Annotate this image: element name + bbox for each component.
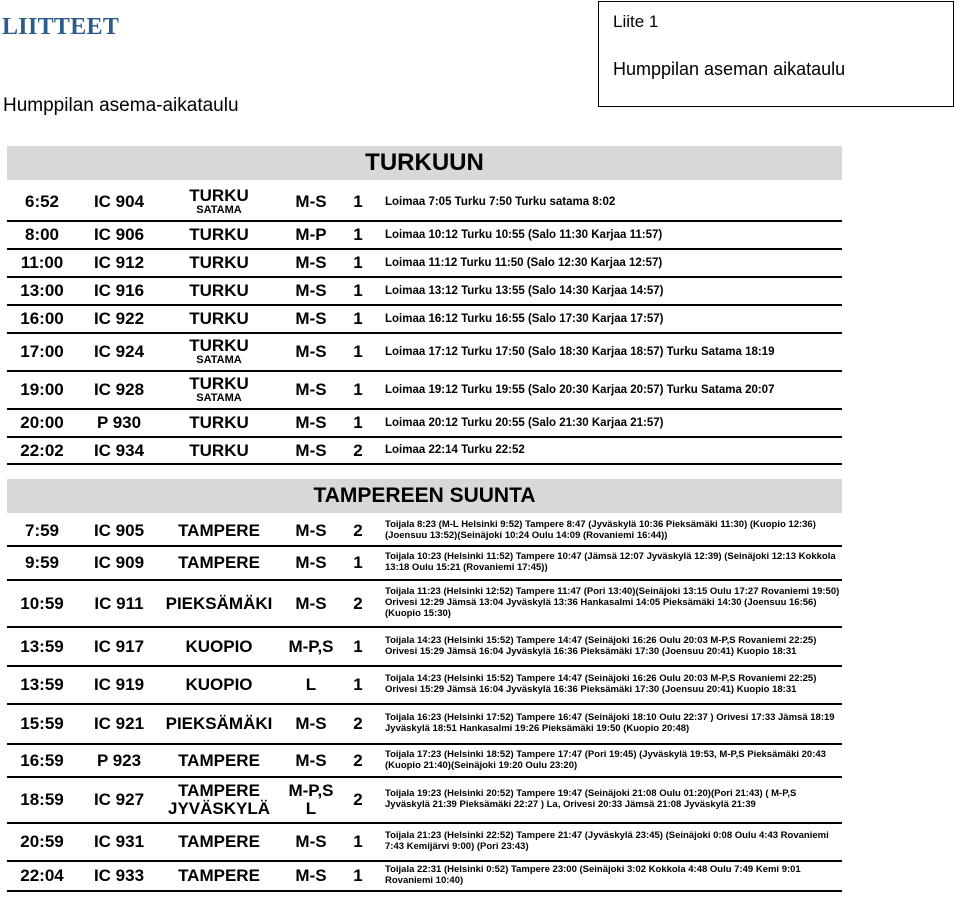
destination-main: TURKU bbox=[189, 253, 249, 273]
departure-time: 16:00 bbox=[20, 309, 64, 329]
operating-days-main: M-S bbox=[295, 342, 327, 362]
route-info: Toijala 11:23 (Helsinki 12:52) Tampere 11:47 (Pori 13:40)(Seinäjoki 13:15 Oulu 17:27 Rovaniemi 19:50) Orivesi 12:29 Jämsä 13:04 Jyväskylä 13:36 Hankasalmi 14:05 Pieksämäki 14:30 (Joensuu 16:56)(Kuopio 15:30) bbox=[385, 586, 840, 619]
destination bbox=[159, 278, 279, 304]
operating-days-main: M-S bbox=[295, 521, 327, 541]
destination bbox=[159, 745, 279, 776]
table-row bbox=[7, 184, 842, 222]
track-number: 2 bbox=[353, 714, 363, 734]
operating-days-secondary: L bbox=[305, 799, 317, 818]
destination-secondary: SATAMA bbox=[196, 204, 242, 217]
destination-main: PIEKSÄMÄKI bbox=[165, 593, 273, 613]
track-number: 1 bbox=[353, 281, 363, 301]
operating-days bbox=[282, 581, 340, 626]
departure-time: 15:59 bbox=[20, 714, 64, 734]
table-row bbox=[7, 334, 842, 372]
route-info: Toijala 14:23 (Helsinki 15:52) Tampere 14:47 (Seinäjoki 16:26 Oulu 20:03 M-P,S Rovaniemi 22:25) Orivesi 15:29 Jämsä 16:04 Jyväskylä 16:36 Pieksämäki 17:30 (Joensuu 20:41) Kuopio 18:31 bbox=[385, 634, 817, 657]
track-number: 1 bbox=[353, 553, 363, 573]
table-row bbox=[7, 410, 842, 438]
track-number: 2 bbox=[353, 790, 363, 810]
operating-days bbox=[282, 778, 340, 822]
operating-days bbox=[282, 438, 340, 463]
destination-main: TURKU bbox=[189, 374, 249, 394]
destination-main: TAMPERE bbox=[178, 750, 260, 770]
operating-days-main: M-S bbox=[295, 281, 327, 301]
table-row bbox=[7, 278, 842, 306]
liitteet-heading: LIITTEET bbox=[2, 14, 120, 40]
destination bbox=[159, 778, 279, 822]
destination-main: TURKU bbox=[189, 281, 249, 301]
departure-time: 13:00 bbox=[20, 281, 64, 301]
destination bbox=[159, 862, 279, 890]
destination-main: TAMPERE bbox=[178, 521, 260, 541]
table-row bbox=[7, 306, 842, 334]
destination-main: TURKU bbox=[189, 413, 249, 433]
table-row bbox=[7, 222, 842, 250]
destination-main: TURKU bbox=[189, 225, 249, 245]
destination bbox=[159, 824, 279, 860]
departure-time: 10:59 bbox=[20, 593, 64, 613]
operating-days-main: M-S bbox=[295, 380, 327, 400]
destination bbox=[159, 334, 279, 370]
destination-main: TURKU bbox=[189, 186, 249, 206]
train-number: P 923 bbox=[96, 750, 142, 770]
operating-days bbox=[282, 745, 340, 776]
track-number: 1 bbox=[353, 225, 363, 245]
destination bbox=[159, 184, 279, 220]
destination bbox=[159, 438, 279, 463]
table-row bbox=[7, 372, 842, 410]
train-number: IC 904 bbox=[93, 192, 145, 212]
route-info: Toijala 10:23 (Helsinki 11:52) Tampere 10:47 (Jämsä 12:07 Jyväskylä 12:39) (Seinäjoki 12:13 Kokkola 13:18 Oulu 15:21 (Rovaniemi 17:45)) bbox=[385, 551, 836, 573]
destination-main: TAMPERE bbox=[178, 866, 260, 886]
table-row bbox=[7, 778, 842, 824]
departure-time: 13:59 bbox=[20, 675, 64, 695]
operating-days-main: M-S bbox=[295, 750, 327, 770]
track-number: 1 bbox=[353, 253, 363, 273]
operating-days-main: M-S bbox=[295, 309, 327, 329]
departure-time: 22:02 bbox=[20, 440, 64, 460]
table-row bbox=[7, 438, 842, 465]
departure-time: 13:59 bbox=[20, 636, 64, 656]
track-number: 1 bbox=[353, 675, 363, 695]
departure-time: 22:04 bbox=[20, 866, 64, 886]
destination bbox=[159, 547, 279, 579]
operating-days bbox=[282, 306, 340, 332]
operating-days bbox=[282, 184, 340, 220]
operating-days bbox=[282, 334, 340, 370]
train-number: IC 934 bbox=[93, 440, 145, 460]
track-number: 1 bbox=[353, 342, 363, 362]
operating-days-main: L bbox=[305, 675, 317, 695]
operating-days-main: M-S bbox=[295, 413, 327, 433]
departure-time: 17:00 bbox=[20, 342, 64, 362]
destination-secondary: JYVÄSKYLÄ bbox=[167, 799, 271, 818]
route-info: Loimaa 19:12 Turku 19:55 (Salo 20:30 Karjaa 20:57) Turku Satama 20:07 bbox=[385, 383, 775, 396]
departure-time: 9:59 bbox=[24, 553, 60, 573]
operating-days bbox=[282, 862, 340, 890]
route-info: Loimaa 10:12 Turku 10:55 (Salo 11:30 Karjaa 11:57) bbox=[385, 228, 663, 241]
operating-days-main: M-S bbox=[295, 440, 327, 460]
departure-time: 6:52 bbox=[24, 192, 60, 212]
table-row bbox=[7, 547, 842, 581]
destination bbox=[159, 581, 279, 626]
route-info: Loimaa 17:12 Turku 17:50 (Salo 18:30 Karjaa 18:57) Turku Satama 18:19 bbox=[385, 345, 775, 358]
destination-main: TAMPERE bbox=[178, 832, 260, 852]
train-number: IC 906 bbox=[93, 225, 145, 245]
operating-days bbox=[282, 372, 340, 408]
departure-time: 19:00 bbox=[20, 380, 64, 400]
route-info: Toijala 16:23 (Helsinki 17:52) Tampere 16:47 (Seinäjoki 18:10 Oulu 22:37 ) Orivesi 17:33 Jämsä 18:19 Jyväskylä 18:51 Hankasalmi 19:26 Pieksämäki 19:50 (Kuopio 20:48) bbox=[385, 712, 835, 734]
table-row bbox=[7, 705, 842, 745]
destination-secondary: SATAMA bbox=[196, 354, 242, 367]
destination-main: TURKU bbox=[189, 440, 249, 460]
destination-main: TAMPERE bbox=[178, 781, 260, 801]
destination-main: PIEKSÄMÄKI bbox=[165, 714, 273, 734]
operating-days-main: M-S bbox=[295, 832, 327, 852]
operating-days bbox=[282, 410, 340, 436]
appendix-number: Liite 1 bbox=[613, 12, 659, 31]
table-row bbox=[7, 517, 842, 547]
operating-days-main: M-S bbox=[295, 553, 327, 573]
train-number: P 930 bbox=[96, 413, 142, 433]
train-number: IC 911 bbox=[94, 593, 144, 613]
operating-days bbox=[282, 628, 340, 665]
destination bbox=[159, 517, 279, 545]
operating-days-main: M-S bbox=[295, 253, 327, 273]
operating-days bbox=[282, 250, 340, 276]
operating-days-main: M-P bbox=[295, 225, 327, 245]
destination-secondary: SATAMA bbox=[196, 392, 242, 405]
departure-time: 16:59 bbox=[20, 750, 64, 770]
table-row bbox=[7, 667, 842, 705]
track-number: 1 bbox=[353, 636, 363, 656]
train-number: IC 924 bbox=[93, 342, 145, 362]
destination bbox=[159, 705, 279, 743]
track-number: 2 bbox=[353, 440, 363, 460]
route-info: Loimaa 7:05 Turku 7:50 Turku satama 8:02 bbox=[385, 195, 616, 208]
route-info: Toijala 14:23 (Helsinki 15:52) Tampere 14:47 (Seinäjoki 16:26 Oulu 20:03 M-P,S Rovaniemi 22:25) Orivesi 15:29 Jämsä 16:04 Jyväskylä 16:36 Pieksämäki 17:30 (Joensuu 20:41) Kuopio 18:31 bbox=[385, 673, 817, 695]
track-number: 1 bbox=[353, 380, 363, 400]
route-info: Loimaa 20:12 Turku 20:55 (Salo 21:30 Karjaa 21:57) bbox=[385, 416, 664, 429]
route-info: Loimaa 22:14 Turku 22:52 bbox=[385, 444, 525, 457]
operating-days bbox=[282, 517, 340, 545]
train-number: IC 933 bbox=[93, 866, 145, 886]
operating-days bbox=[282, 824, 340, 860]
route-info: Loimaa 13:12 Turku 13:55 (Salo 14:30 Karjaa 14:57) bbox=[385, 284, 664, 297]
departure-time: 11:00 bbox=[20, 253, 64, 273]
section-header-tampere: TAMPEREEN SUUNTA bbox=[7, 479, 842, 513]
destination-main: KUOPIO bbox=[185, 675, 253, 695]
destination bbox=[159, 372, 279, 408]
track-number: 2 bbox=[353, 593, 363, 613]
operating-days-main: M-S bbox=[295, 593, 327, 613]
section-header-turku: TURKUUN bbox=[7, 146, 842, 180]
table-row bbox=[7, 862, 842, 892]
table-row bbox=[7, 745, 842, 778]
train-number: IC 922 bbox=[93, 309, 145, 329]
train-number: IC 909 bbox=[93, 553, 145, 573]
train-number: IC 921 bbox=[93, 714, 145, 734]
destination bbox=[159, 410, 279, 436]
operating-days bbox=[282, 222, 340, 248]
route-info: Toijala 22:31 (Helsinki 0:52) Tampere 23:00 (Seinäjoki 3:02 Kokkola 4:48 Oulu 7:49 Kemi 9:01 Rovaniemi 10:40) bbox=[385, 864, 801, 886]
track-number: 1 bbox=[353, 309, 363, 329]
train-number: IC 916 bbox=[93, 281, 145, 301]
train-number: IC 917 bbox=[93, 636, 145, 656]
destination bbox=[159, 306, 279, 332]
destination-main: TAMPERE bbox=[178, 553, 260, 573]
appendix-box bbox=[598, 1, 954, 107]
operating-days-main: M-S bbox=[295, 192, 327, 212]
track-number: 1 bbox=[353, 192, 363, 212]
departure-time: 20:59 bbox=[20, 832, 64, 852]
operating-days-main: M-S bbox=[295, 714, 327, 734]
destination-main: TURKU bbox=[189, 336, 249, 356]
timetable-tampere bbox=[7, 517, 842, 892]
page-subtitle: Humppilan asema-aikataulu bbox=[3, 95, 239, 116]
track-number: 1 bbox=[353, 866, 363, 886]
operating-days bbox=[282, 667, 340, 703]
table-row bbox=[7, 628, 842, 667]
operating-days-main: M-S bbox=[295, 866, 327, 886]
train-number: IC 927 bbox=[93, 790, 145, 810]
destination-main: TURKU bbox=[189, 309, 249, 329]
destination-main: KUOPIO bbox=[185, 636, 253, 656]
train-number: IC 905 bbox=[93, 521, 145, 541]
track-number: 1 bbox=[353, 413, 363, 433]
operating-days bbox=[282, 705, 340, 743]
train-number: IC 919 bbox=[93, 675, 145, 695]
timetable-turku bbox=[7, 184, 842, 465]
route-info: Toijala 21:23 (Helsinki 22:52) Tampere 21:47 (Jyväskylä 23:45) (Seinäjoki 0:08 Oulu 4:43 Rovaniemi 7:43 Kemijärvi 9:00) (Pori 23:43) bbox=[385, 830, 829, 852]
destination bbox=[159, 250, 279, 276]
operating-days-main: M-P,S bbox=[288, 781, 334, 801]
departure-time: 18:59 bbox=[20, 790, 64, 810]
departure-time: 8:00 bbox=[24, 225, 60, 245]
departure-time: 7:59 bbox=[24, 521, 60, 541]
train-number: IC 912 bbox=[93, 253, 145, 273]
destination bbox=[159, 628, 279, 665]
table-row bbox=[7, 250, 842, 278]
route-info: Loimaa 11:12 Turku 11:50 (Salo 12:30 Karjaa 12:57) bbox=[385, 256, 663, 269]
train-number: IC 931 bbox=[93, 832, 145, 852]
route-info: Toijala 17:23 (Helsinki 18:52) Tampere 17:47 (Pori 19:45) (Jyväskylä 19:53, M-P,S Pieksämäki 20:43 (Kuopio 21:40)(Seinäjoki 19:20 Oulu 23:20) bbox=[385, 748, 826, 771]
table-row bbox=[7, 581, 842, 628]
destination bbox=[159, 222, 279, 248]
departure-time: 20:00 bbox=[20, 413, 64, 433]
operating-days bbox=[282, 278, 340, 304]
route-info: Loimaa 16:12 Turku 16:55 (Salo 17:30 Karjaa 17:57) bbox=[385, 312, 664, 325]
track-number: 2 bbox=[353, 750, 363, 770]
track-number: 1 bbox=[353, 832, 363, 852]
operating-days bbox=[282, 547, 340, 579]
operating-days-main: M-P,S bbox=[288, 636, 334, 656]
destination bbox=[159, 667, 279, 703]
train-number: IC 928 bbox=[93, 380, 145, 400]
table-row bbox=[7, 824, 842, 862]
route-info: Toijala 8:23 (M-L Helsinki 9:52) Tampere 8:47 (Jyväskylä 10:36 Pieksämäki 11:30) (Kuopio 12:36)(Joensuu 13:52)(Seinäjoki 10:24 Oulu 14:09 (Rovaniemi 16:44)) bbox=[385, 519, 816, 541]
track-number: 2 bbox=[353, 521, 363, 541]
route-info: Toijala 19:23 (Helsinki 20:52) Tampere 19:47 (Seinäjoki 21:08 Oulu 01:20)(Pori 21:43) ( M-P,S Jyväskylä 21:39 Pieksämäki 22:27 ) La, Orivesi 20:33 Jämsä 21:08 Jyväskylä 21:39 bbox=[385, 788, 797, 810]
appendix-title: Humppilan aseman aikataulu bbox=[613, 59, 846, 79]
